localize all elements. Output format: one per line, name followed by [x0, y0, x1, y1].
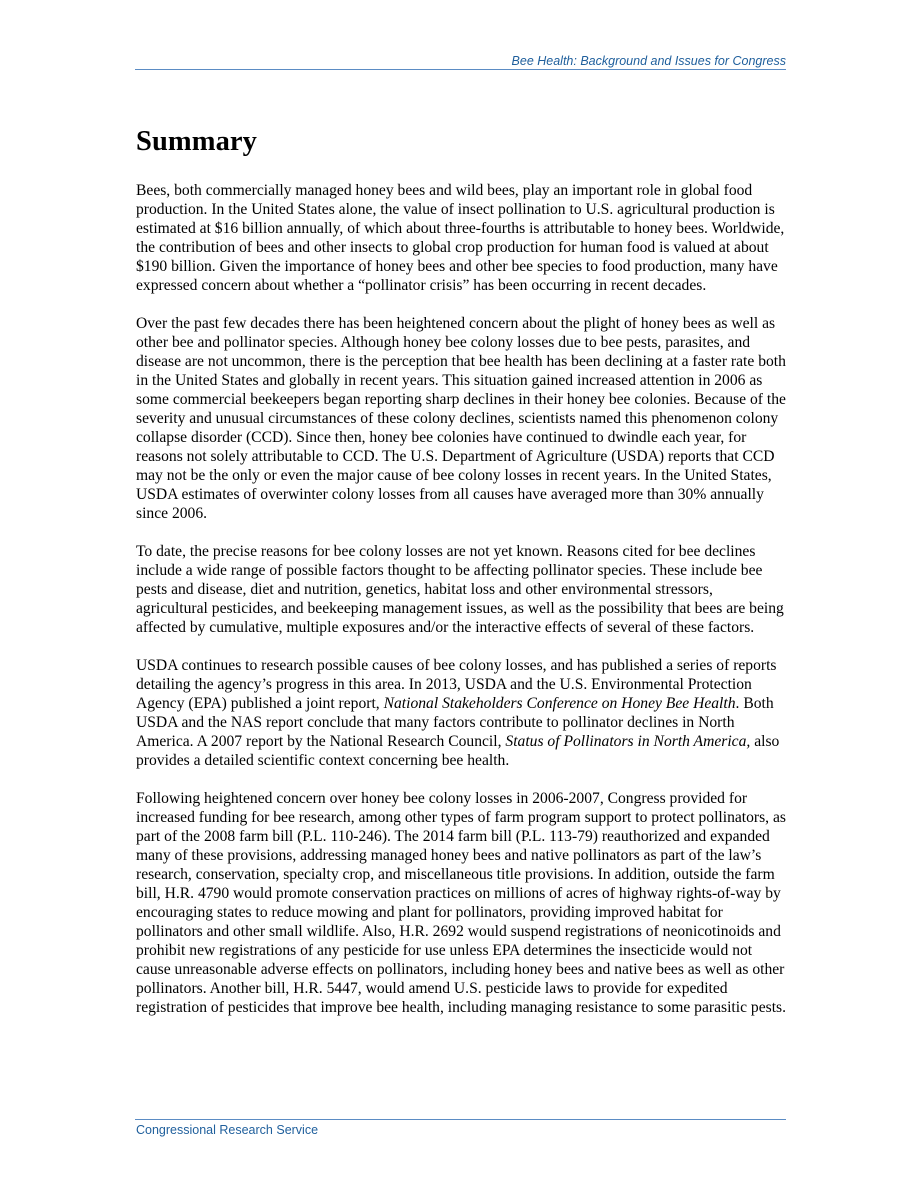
paragraph-text: USDA continues to research possible causes of bee colony losses, and has published a series of reports detailing the agency’s progress in this area. In 2013, USDA and the U.S. Environmental Protection Agency (EPA) published a joint report,: [136, 657, 777, 712]
header-divider: [135, 69, 786, 70]
footer-organization: Congressional Research Service: [136, 1123, 319, 1137]
running-header-title: Bee Health: Background and Issues for Congress: [511, 54, 786, 68]
paragraph-usda-research: [136, 656, 788, 770]
paragraph-pollination-value: Bees, both commercially managed honey bees and wild bees, play an important role in global food production. In the United States alone, the value of insect pollination to U.S. agricultural production is estimated at $16 billion annually, of which about three-fourths is attributable to honey bees. Worldwide, the contribution of bees and other insects to global crop production for human food is valued at about $190 billion. Given the importance of honey bees and other bee species to food production, many have expressed concern about whether a “pollinator crisis” has been occurring in recent decades.: [136, 182, 785, 294]
paragraph-loss-factors: To date, the precise reasons for bee colony losses are not yet known. Reasons cited for bee declines include a wide range of possible factors thought to be affecting pollinator species. These include bee pests and disease, diet and nutrition, genetics, habitat loss and other environmental stressors, agricultural pesticides, and beekeeping management issues, as well as the possibility that bees are being affected by cumulative, multiple exposures and/or the interactive effects of several of these factors.: [136, 543, 784, 636]
section-heading: Summary: [136, 126, 258, 157]
footer-divider: [135, 1119, 786, 1120]
document-body: [136, 124, 788, 1036]
report-title: Status of Pollinators in North America,: [505, 733, 751, 750]
paragraph-colony-collapse: Over the past few decades there has been heightened concern about the plight of honey bees as well as other bee and pollinator species. Although honey bee colony losses due to bee pests, parasites, and disease are not uncommon, there is the perception that bee health has been declining at a faster rate both in the United States and globally in recent years. This situation gained increased attention in 2006 as some commercial beekeepers began reporting sharp declines in their honey bee colonies. Because of the severity and unusual circumstances of these colony declines, scientists named this phenomenon colony collapse disorder (CCD). Since then, honey bee colonies have continued to dwindle each year, for reasons not solely attributable to CCD. The U.S. Department of Agriculture (USDA) reports that CCD may not be the only or even the major cause of bee colony losses in recent years. In the United States, USDA estimates of overwinter colony losses from all causes have averaged more than 30% annually since 2006.: [136, 315, 786, 522]
report-title: National Stakeholders Conference on Honey Bee Health: [383, 695, 736, 712]
paragraph-text: . Both USDA and the NAS report conclude that many factors contribute to pollinator declines in North America. A 2007 report by the National Research Council,: [136, 695, 774, 750]
paragraph-congress-legislation: Following heightened concern over honey bee colony losses in 2006-2007, Congress provided for increased funding for bee research, among other types of farm program support to protect pollinators, as part of the 2008 farm bill (P.L. 110-246). The 2014 farm bill (P.L. 113-79) reauthorized and expanded many of these provisions, addressing managed honey bees and native pollinators as part of the law’s research, conservation, specialty crop, and miscellaneous title provisions. In addition, outside the farm bill, H.R. 4790 would promote conservation practices on millions of acres of highway rights-of-way by encouraging states to reduce mowing and plant for pollinators, providing improved habitat for pollinators and other small wildlife. Also, H.R. 2692 would suspend registrations of neonicotinoids and prohibit new registrations of any pesticide for use unless EPA determines the insecticide would not cause unreasonable adverse effects on pollinators, including honey bees and native bees as well as other pollinators. Another bill, H.R. 5447, would amend U.S. pesticide laws to provide for expedited registration of pesticides that improve bee health, including managing resistance to some parasitic pests.: [136, 790, 786, 1016]
paragraph-text: also provides a detailed scientific context concerning bee health.: [136, 733, 780, 769]
